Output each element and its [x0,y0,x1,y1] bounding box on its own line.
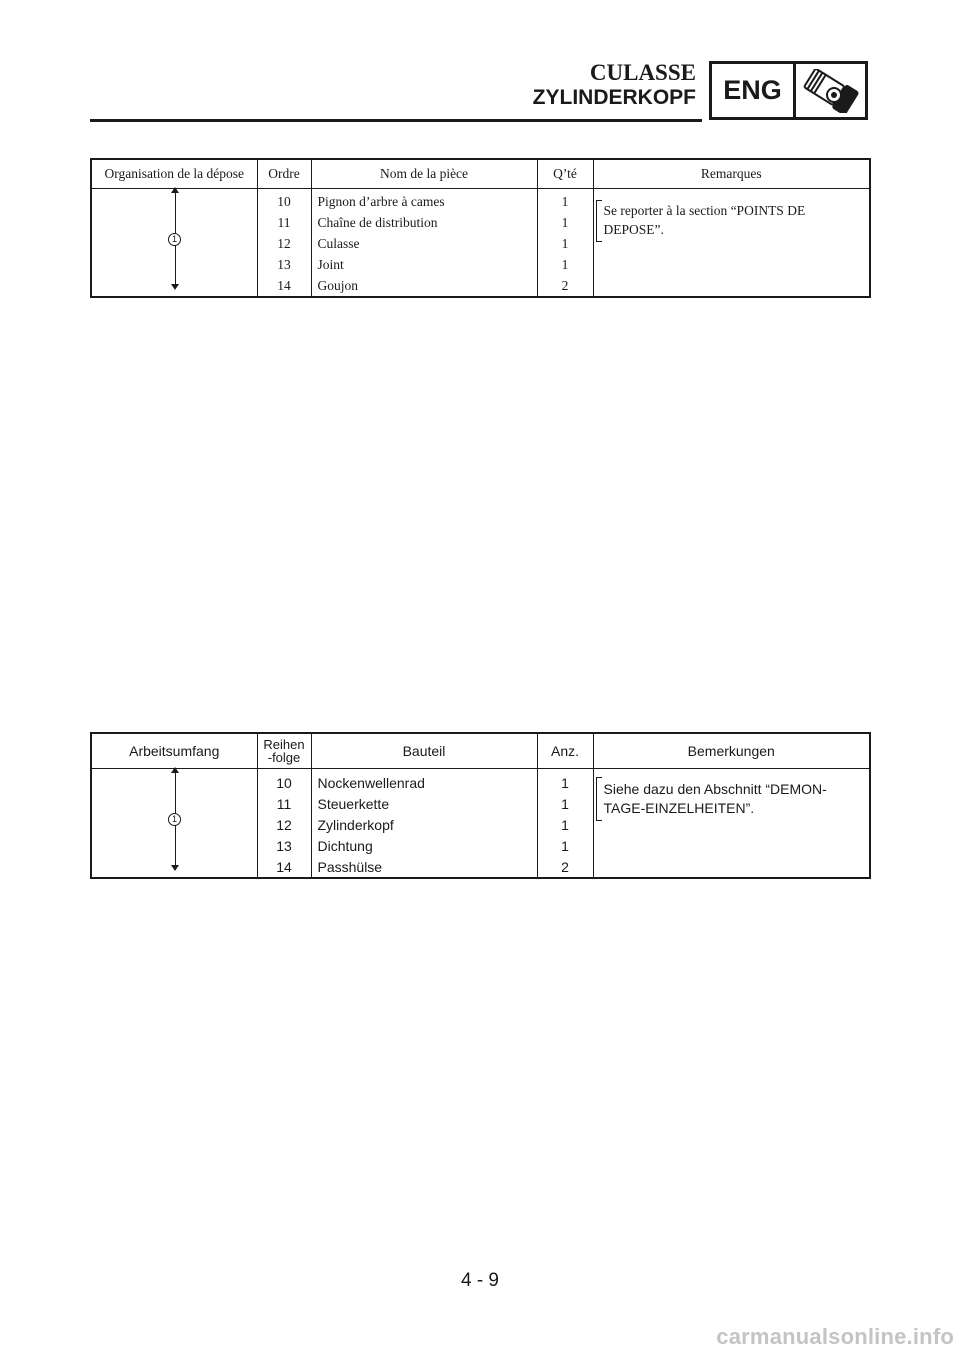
header-order-text: Reihen-folge [263,737,305,765]
quantity-cell: 1 [537,793,593,814]
part-name-cell: Culasse [311,234,537,255]
order-cell: 12 [257,814,311,835]
quantity-cell: 2 [537,275,593,297]
quantity-cell: 1 [537,213,593,234]
header-quantity: Anz. [537,733,593,769]
part-name-cell: Steuerkette [311,793,537,814]
engine-piston-icon [796,64,865,117]
page-number: 4 - 9 [460,1270,500,1291]
order-cell: 11 [257,213,311,234]
section-title-german: ZYLINDERKOPF [532,86,696,109]
group-marker: 1 [168,813,181,826]
part-name-cell: Joint [311,254,537,275]
table-header-row [91,733,870,769]
watermark: carmanualsonline.info [716,1324,954,1349]
remark-text: Siehe dazu den Abschnitt “DEMON-TAGE-EINZELHEITEN”. [603,781,827,816]
header-organisation: Arbeitsumfang [91,733,257,769]
organisation-cell [91,769,257,879]
part-name-cell: Nockenwellenrad [311,769,537,794]
quantity-cell: 1 [537,769,593,794]
order-cell: 14 [257,856,311,878]
order-cell: 10 [257,769,311,794]
header-order: Ordre [257,159,311,189]
order-cell: 10 [257,189,311,213]
quantity-cell: 1 [537,835,593,856]
remark-bracket [596,777,602,821]
order-cell: 12 [257,234,311,255]
order-cell: 11 [257,793,311,814]
french-removal-table [90,158,871,298]
header-part-name: Bauteil [311,733,537,769]
german-removal-table [90,732,871,879]
header-part-name: Nom de la pièce [311,159,537,189]
table-row [91,769,870,794]
order-cell: 13 [257,254,311,275]
part-name-cell: Zylinderkopf [311,814,537,835]
header-rule [90,119,702,122]
badge-label: ENG [712,64,796,117]
order-cell: 14 [257,275,311,297]
remark-text: Se reporter à la section “POINTS DE DEPOSE”. [603,203,806,237]
group-marker: 1 [168,233,181,246]
quantity-cell: 1 [537,254,593,275]
header-order [257,733,311,769]
section-badge [709,61,868,120]
quantity-cell: 1 [537,189,593,213]
quantity-cell: 2 [537,856,593,878]
header-remarks: Bemerkungen [593,733,870,769]
remarks-cell [593,189,870,297]
part-name-cell: Passhülse [311,856,537,878]
table-row [91,189,870,213]
header-remarks: Remarques [593,159,870,189]
part-name-cell: Chaîne de distribution [311,213,537,234]
section-title-french: CULASSE [589,60,696,85]
part-name-cell: Goujon [311,275,537,297]
table-header-row [91,159,870,189]
remarks-cell [593,769,870,879]
part-name-cell: Dichtung [311,835,537,856]
header-organisation: Organisation de la dépose [91,159,257,189]
part-name-cell: Pignon d’arbre à cames [311,189,537,213]
quantity-cell: 1 [537,814,593,835]
remark-bracket [596,200,602,242]
header-quantity: Q’té [537,159,593,189]
order-cell: 13 [257,835,311,856]
organisation-cell [91,189,257,297]
quantity-cell: 1 [537,234,593,255]
